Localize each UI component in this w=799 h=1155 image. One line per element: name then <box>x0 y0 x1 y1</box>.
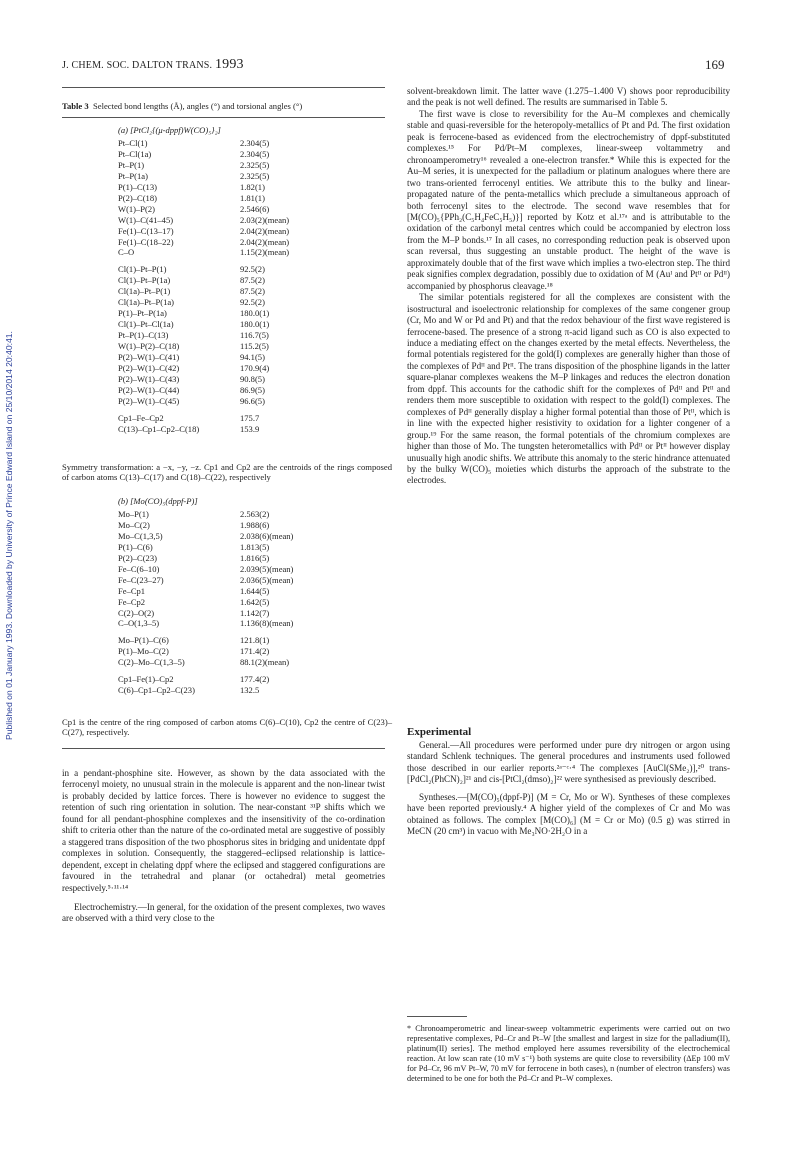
bond-value: 177.4(2) <box>240 674 270 685</box>
table-row <box>118 542 293 553</box>
bond-value: 180.0(1) <box>240 308 270 319</box>
table-row <box>118 618 293 629</box>
table-row <box>118 413 289 424</box>
table-title <box>62 101 392 111</box>
bond-value: 2.325(5) <box>240 170 270 181</box>
table-row <box>118 608 293 619</box>
table-row <box>118 363 289 374</box>
table-row <box>118 330 289 341</box>
bond-label: P(2)–W(1)–C(41) <box>118 352 180 363</box>
bond-label: Fe–Cp1 <box>118 585 146 596</box>
bond-value: 92.5(2) <box>240 264 265 275</box>
part-b-footnote: Cp1 is the centre of the ring composed of carbon atoms C(6)–C(10), Cp2 the centre of C(23)–C(27), respectively. <box>62 717 392 738</box>
bond-label: Fe(1)–C(18–22) <box>118 236 174 247</box>
table-row <box>118 374 289 385</box>
table-row <box>118 182 289 193</box>
bond-value: 87.5(2) <box>240 275 265 286</box>
table-row <box>118 352 289 363</box>
table-row <box>118 586 293 597</box>
bond-label: P(2)–W(1)–C(44) <box>118 384 180 395</box>
bond-label: Pt–Cl(1a) <box>118 148 152 159</box>
bond-label: Cl(1a)–Pt–P(1a) <box>118 297 175 308</box>
footnote-rule <box>407 1016 467 1017</box>
bond-label: C(2)–O(2) <box>118 607 155 618</box>
bond-value: 2.304(5) <box>240 137 270 148</box>
right-body <box>407 86 730 487</box>
table-row <box>118 160 289 171</box>
table-row <box>118 171 289 182</box>
table-row <box>118 275 289 286</box>
journal-name: J. CHEM. SOC. DALTON TRANS. <box>62 60 213 71</box>
table-group <box>118 264 289 406</box>
table-bottom-rule <box>62 748 385 749</box>
experimental-section <box>407 726 730 838</box>
table-row <box>118 297 289 308</box>
bond-value: 2.03(2)(mean) <box>240 214 290 225</box>
table-row <box>118 520 293 531</box>
table-row <box>118 149 289 160</box>
table-group <box>118 509 293 629</box>
table-part-b <box>118 496 293 702</box>
bond-label: C(2)–Mo–C(1,3–5) <box>118 657 185 668</box>
part-a-heading: (a) [PtCl₂{(μ-dppf)W(CO)₅}₂] <box>118 125 221 135</box>
table-group <box>118 635 293 668</box>
bond-value: 116.7(5) <box>240 330 269 341</box>
bond-label: Cl(1)–Pt–P(1a) <box>118 275 171 286</box>
bond-value: 1.813(5) <box>240 541 270 552</box>
bond-label: Pt–P(1) <box>118 159 145 170</box>
table-row <box>118 215 289 226</box>
table-row <box>118 341 289 352</box>
table-row <box>118 247 289 258</box>
bond-label: P(2)–W(1)–C(45) <box>118 395 180 406</box>
bond-value: 90.8(5) <box>240 373 265 384</box>
bond-value: 87.5(2) <box>240 286 265 297</box>
bond-value: 2.036(5)(mean) <box>240 574 294 585</box>
bond-label: Mo–C(1,3,5) <box>118 530 163 541</box>
page-number: 169 <box>705 57 725 72</box>
bond-value: 1.642(5) <box>240 596 270 607</box>
bond-value: 1.82(1) <box>240 181 265 192</box>
experimental-heading: Experimental <box>407 726 472 738</box>
bond-value: 2.038(6)(mean) <box>240 530 294 541</box>
bond-label: P(2)–W(1)–C(42) <box>118 363 180 374</box>
table-row <box>118 319 289 330</box>
table-group <box>118 674 293 696</box>
bond-label: Cl(1)–Pt–Cl(1a) <box>118 319 174 330</box>
bond-label: W(1)–C(41–45) <box>118 214 174 225</box>
bond-value: 1.988(6) <box>240 519 270 530</box>
bond-value: 153.9 <box>240 423 260 434</box>
bond-value: 180.0(1) <box>240 319 270 330</box>
bond-label: Mo–P(1) <box>118 508 149 519</box>
table-row <box>118 597 293 608</box>
journal-year: 1993 <box>214 57 244 72</box>
table-caption: Selected bond lengths (Å), angles (°) and torsional angles (°) <box>92 101 303 111</box>
bond-label: C–O <box>118 247 135 258</box>
bond-label: Pt–Cl(1) <box>118 137 148 148</box>
bond-label: Fe–Cp2 <box>118 596 146 607</box>
bond-value: 175.7 <box>240 412 260 423</box>
bond-value: 121.8(1) <box>240 635 270 646</box>
bond-label: Cl(1a)–Pt–P(1) <box>118 286 171 297</box>
bond-label: Cp1–Fe–Cp2 <box>118 412 164 423</box>
bond-label: Cl(1)–Pt–P(1) <box>118 264 167 275</box>
table-row <box>118 308 289 319</box>
bond-value: 1.136(8)(mean) <box>240 618 294 629</box>
table-row <box>118 226 289 237</box>
bond-value: 1.142(7) <box>240 607 270 618</box>
table-row <box>118 575 293 586</box>
table-row <box>118 193 289 204</box>
left-paragraph-1: in a pendant-phosphine site. However, as shown by the data associated with the ferrocenyl moiety, no unusual strain in the molecule is apparent and the non-linear twist is probably decided by lattice forces. There is however no evidence to suggest the retention of such ring orientation in solution. The near-constant ³¹P shifts which we found for all pendant-phosphine complexes and the insensitivity of the co-ordination shift to criteria other than the nature of the co-ordinated metal are suggestive of possibly a staggered trans disposition of the two phosphorus sites in bridging and unidentate dppf complexes in solution. Consequently, the staggered–eclipsed relationship is lattice-dependent, except in chelating dppf where the eclipsed and staggered configurations are favoured in the tetrahedral and planar (or octahedral) metal geometries respectively.⁵·¹¹·¹⁴ <box>62 768 385 893</box>
bond-label: Mo–C(2) <box>118 519 150 530</box>
bond-value: 132.5 <box>240 685 260 696</box>
table-top-rule <box>62 87 385 88</box>
experimental-syntheses: Syntheses.—[M(CO)₅(dppf-P)] (M = Cr, Mo or W). Syntheses of these complexes have been reported previously.⁴ A higher yield of the complexes of Cr and Mo was obtained as follows. The complex [M(CO)₆] (M = Cr or Mo) (0.5 g) was stirred in MeCN (20 cm³) in vacuo with Me₃NO·2H₂O in a <box>407 791 730 837</box>
bond-label: C–O(1,3–5) <box>118 618 160 629</box>
bond-value: 88.1(2)(mean) <box>240 657 290 668</box>
experimental-general: General.—All procedures were performed under pure dry nitrogen or argon using standard Schlenk techniques. The general procedures and instruments used followed those described in our earlier reports.²ᵃ⁻ᶜ·⁴ The complexes [AuCl(SMe₂)],²⁰ trans-[PdCl₂(PhCN)₂]²¹ and cis-[PtCl₂(dmso)₂]²² were synthesised as previously described. <box>407 740 730 785</box>
bond-value: 1.644(5) <box>240 585 270 596</box>
bond-value: 92.5(2) <box>240 297 265 308</box>
bond-value: 1.81(1) <box>240 192 265 203</box>
bond-label: P(2)–C(23) <box>118 552 157 563</box>
part-a-footnote: Symmetry transformation: a −x, −y, −z. Cp1 and Cp2 are the centroids of the rings composed of carbon atoms C(13)–C(17) and C(18)–C(22), respectively <box>62 462 392 483</box>
bond-label: Fe(1)–C(13–17) <box>118 225 174 236</box>
bond-label: W(1)–P(2)–C(18) <box>118 341 180 352</box>
bond-label: Fe–C(6–10) <box>118 563 160 574</box>
table-header-rule <box>62 117 385 118</box>
table-row <box>118 286 289 297</box>
table-label: Table 3 <box>62 101 89 111</box>
bond-value: 2.325(5) <box>240 159 270 170</box>
table-part-a <box>118 125 289 441</box>
bond-value: 86.9(5) <box>240 384 265 395</box>
table-row <box>118 685 293 696</box>
bond-label: P(2)–W(1)–C(43) <box>118 373 180 384</box>
journal-header <box>62 57 244 73</box>
bond-value: 2.039(5)(mean) <box>240 563 294 574</box>
bond-value: 115.2(5) <box>240 341 269 352</box>
bond-label: Mo–P(1)–C(6) <box>118 635 169 646</box>
right-paragraph-3: The similar potentials registered for all the complexes are consistent with the isostructural and isoelectronic relationship for complexes of the same congener group (Cr, Mo and W or Pd and Pt) and that the redox behaviour of the first wave registered is ferrocene-based. The presence of a strong π-acid ligand such as CO is also expected to induce a mediating effect on the changes exerted by the metal effects. Nevertheless, the formal potentials registered for the gold(I) complexes are generally higher than those of the complexes of Pdᴵᴵ and Ptᴵᴵ. The trans disposition of the phosphine ligands in the latter square-planar complexes weakens the M–P linkages and reduces the electron donation from dppf. This accounts for the cathodic shift for the complexes of Pdᴵᴵ and Ptᴵᴵ and renders them more susceptible to oxidation with respect to the gold(I) complexes. The complexes of Pdᴵᴵ generally display a higher formal potential than those of Ptᴵᴵ, which is in line with the expected higher resistivity to oxidation for a lighter congener of a group.¹⁹ For the same reason, the formal potentials of the chromium complexes are higher than those of Mo. The tungsten heterometallics with Pdᴵᴵ or Ptᴵᴵ however display unusually high anodic shifts. We attribute this anomaly to the steric hindrance attenuated by the bulky W(CO)₅ moieties which disturbs the approach of the substrate to the electrodes. <box>407 292 730 486</box>
table-row <box>118 635 293 646</box>
bond-label: P(1)–Pt–P(1a) <box>118 308 167 319</box>
bond-label: P(1)–C(6) <box>118 541 153 552</box>
bond-label: W(1)–P(2) <box>118 203 156 214</box>
table-row <box>118 674 293 685</box>
download-notice: Published on 01 January 1993. Downloaded by University of Prince Edward Island on 25/10/2014 20:40:41. <box>4 331 14 740</box>
bond-label: P(2)–C(18) <box>118 192 157 203</box>
bond-value: 2.04(2)(mean) <box>240 236 290 247</box>
table-row <box>118 237 289 248</box>
table-row <box>118 396 289 407</box>
bond-value: 2.546(6) <box>240 203 270 214</box>
bond-label: Cp1–Fe(1)–Cp2 <box>118 674 174 685</box>
bond-label: Fe–C(23–27) <box>118 574 164 585</box>
footnote-star: * Chronoamperometric and linear-sweep voltammetric experiments were carried out on two representative complexes, Pd–Cr and Pt–W [the smallest and largest in size for the palladium(II), platinum(II) series]. The method employed here assumes reversibility of the electrochemical reaction. At low scan rate (10 mV s⁻¹) both systems are quite close to reversibility (ΔEp 100 mV for Pd–Cr, 96 mV Pt–W, 70 mV for ferrocene in both cases), n (number of electron transfers) was determined to be one for both the Pd–Cr and Pt–W complexes. <box>407 1024 730 1083</box>
table-row <box>118 264 289 275</box>
table-row <box>118 646 293 657</box>
table-group <box>118 138 289 258</box>
table-row <box>118 531 293 542</box>
bond-label: C(13)–Cp1–Cp2–C(18) <box>118 423 200 434</box>
bond-value: 96.6(5) <box>240 395 265 406</box>
bond-value: 170.9(4) <box>240 363 270 374</box>
bond-value: 1.816(5) <box>240 552 270 563</box>
table-row <box>118 509 293 520</box>
right-paragraph-2: The first wave is close to reversibility for the Au–M complexes and chemically stable and quasi-reversible for the heteropoly-metallics of Pt and Pd. The first oxidation peak is ferrocene-based as evidenced from the electrochemistry of dppf-substituted complexes.¹⁵ For Pd/Pt–M complexes, linear-sweep voltammetry and chronoamperometry¹⁶ revealed a one-electron transfer.* While this is expected for the Au–M series, it is unexpected for the palladium or platinum analogues where there are two trans-oriented ferrocenyl entities. We attribute this to the bulky and linear-propagated nature of the penta-metallics which preclude a simultaneous approach of both ferrocenyl sites to the electrode. The second wave resembles that for [M(CO)₅{PPh₂(C₅H₄FeC₅H₅)}] reported by Kotz et al.¹⁷ᵃ and is attributable to the oxidation of the carbonyl metal centres which could be accompanied by electron loss from the M–P bonds.¹⁷ In all cases, no corresponding reduction peak is observed upon scan reversal, thus suggesting an unstable product. The height of the wave is approximately double that of the first wave which implies a two-electron step. The third peak signifies complex degradation, possibly due to oxidation of M (Auᴵ and Ptᴵᴵ or Pdᴵᴵ) accompanied by phosphorus cleavage.¹⁸ <box>407 108 730 291</box>
bond-value: 171.4(2) <box>240 646 270 657</box>
table-row <box>118 553 293 564</box>
table-row <box>118 138 289 149</box>
bond-value: 2.563(2) <box>240 508 270 519</box>
table-row <box>118 424 289 435</box>
left-paragraph-2: Electrochemistry.—In general, for the oxidation of the present complexes, two waves are observed with a third very close to the <box>62 901 385 924</box>
bond-value: 2.304(5) <box>240 148 270 159</box>
bond-value: 1.15(2)(mean) <box>240 247 290 258</box>
table-row <box>118 385 289 396</box>
table-row <box>118 564 293 575</box>
bond-label: Pt–P(1)–C(13) <box>118 330 169 341</box>
table-row <box>118 657 293 668</box>
table-group <box>118 413 289 435</box>
bond-value: 2.04(2)(mean) <box>240 225 290 236</box>
table-row <box>118 204 289 215</box>
bond-value: 94.1(5) <box>240 352 265 363</box>
left-body <box>62 768 385 925</box>
bond-label: C(6)–Cp1–Cp2–C(23) <box>118 685 195 696</box>
bond-label: Pt–P(1a) <box>118 170 148 181</box>
bond-label: P(1)–Mo–C(2) <box>118 646 169 657</box>
bond-label: P(1)–C(13) <box>118 181 157 192</box>
part-b-heading: (b) [Mo(CO)₅(dppf-P)] <box>118 496 198 506</box>
right-paragraph-1: solvent-breakdown limit. The latter wave (1.275–1.400 V) shows poor reproducibility and the peak is not well defined. The results are summarised in Table 5. <box>407 86 730 108</box>
